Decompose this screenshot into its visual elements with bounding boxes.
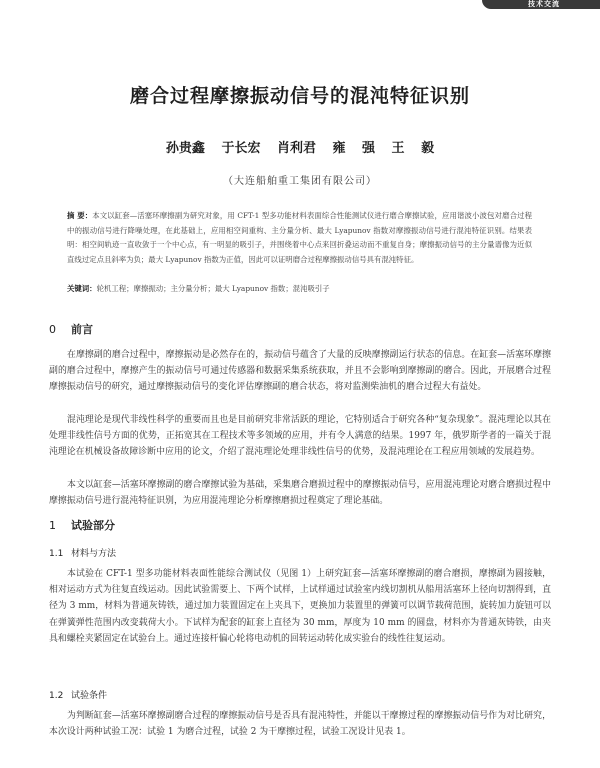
materials-paragraph: 本试验在 CFT-1 型多功能材料表面性能综合测试仪（见图 1）上研究缸套—活塞环摩擦副的磨合磨损，摩擦副为圆接触，相对运动方式为往复直线运动。因此试验需要上、下两个试样，上试样通过试验室内线切割机从船用活塞环上径向切割得到，直径为 3 mm，材料为普通灰铸铁，通过加力装置固定在上夹具下，更换加力装置里的弹簧可以调节载荷范围，旋转加力旋钮可以在弹簧弹性范围内改变载荷大小。下试样为配套的缸套上直径为 30 mm，厚度为 10 mm 的圆盘，材料亦为普通灰铸铁，由夹具和螺栓夹紧固定在试验台上。通过连接杆偏心轮将电动机的回转运动转化成实验台的线性往复运动。 (49, 569, 551, 644)
conditions-paragraph: 为判断缸套—活塞环摩擦副磨合过程的摩擦振动信号是否具有混沌特性，并能以干摩擦过程的摩擦振动信号作为对比研究，本次设计两种试验工况：试验 1 为磨合过程，试验 2 为干摩擦过程，试验工况设计见表 1。 (49, 711, 551, 738)
intro-paragraph-3: 本文以缸套—活塞环摩擦副的磨合摩擦试验为基础，采集磨合磨损过程中的摩擦振动信号，应用混沌理论对磨合磨损过程中摩擦振动信号进行混沌特征识别，为应用混沌理论分析摩擦磨损过程奠定了理论基础。 (49, 480, 551, 507)
abstract-label: 摘 要： (67, 211, 93, 220)
subsection-title: 材料与方法 (71, 549, 117, 559)
subsection-heading-materials (49, 546, 116, 559)
keywords-block (67, 282, 532, 296)
section-number: 1 (49, 519, 56, 532)
journal-header-band (482, 0, 600, 9)
intro-paragraph-2: 混沌理论是现代非线性科学的重要而且也是目前研究非常活跃的理论，它特别适合于研究各种“复杂现象”。混沌理论以其在处理非线性信号方面的优势，正拓宽其在工程技术等多领域的应用，并有令人满意的结果。1997 年，俄罗斯学者的一篇关于混沌理论在机械设备故障诊断中应用的论文，介绍了混沌理论处理非线性信号的优势，及混沌理论在工程应用领域的发展趋势。 (49, 415, 551, 458)
abstract-text: 本文以缸套—活塞环摩擦副为研究对象，用 CFT-1 型多功能材料表面综合性能测试仪进行磨合摩擦试验，应用谐波小波包对磨合过程中的振动信号进行降噪处理，在此基础上，应用相空间重构、主分量分析、最大 Lyapunov 指数对摩擦振动信号进行混沌特征识别。结果表明：相空间轨迹一直收敛于一个中心点，有一明显的吸引子，并围绕着中心点来回折叠运动而不重复自身；摩擦振动信号的主分量谱像为近似直线过定点且斜率为负；最大 Lyapunov 指数为正值，因此可以证明磨合过程摩擦振动信号具有混沌特征。 (67, 211, 532, 264)
section-heading-intro (49, 321, 93, 337)
section-title: 试验部分 (71, 519, 115, 532)
section-heading-experiment (49, 517, 115, 533)
paper-authors: 孙贵鑫 于长宏 肖利君 雍 强 王 毅 (165, 141, 435, 156)
abstract-block (67, 209, 532, 267)
subsection-heading-conditions (49, 688, 107, 701)
section-title: 前言 (71, 323, 93, 336)
subsection-number: 1.2 (49, 691, 64, 701)
subsection-number: 1.1 (49, 549, 64, 559)
paper-affiliation: （大连船舶重工集团有限公司） (223, 176, 377, 187)
journal-section-label: 技术交流 (528, 0, 560, 8)
section-number: 0 (49, 323, 56, 336)
subsection-title: 试验条件 (71, 691, 108, 701)
intro-paragraph-1: 在摩擦副的磨合过程中，摩擦振动是必然存在的，振动信号蕴含了大量的反映摩擦副运行状态的信息。在缸套—活塞环摩擦副的磨合过程中，摩擦产生的振动信号可通过传感器和数据采集系统获取，并且不会影响到摩擦副的磨合。因此，开展磨合过程摩擦振动信号的研究，通过摩擦振动信号的变化评估摩擦副的磨合状态，将对监测柴油机的磨合过程大有益处。 (49, 350, 551, 393)
keywords-label: 关键词： (67, 284, 97, 293)
keywords-text: 轮机工程；摩擦振动；主分量分析；最大 Lyapunov 指数；混沌吸引子 (96, 284, 330, 293)
paper-title: 磨合过程摩擦振动信号的混沌特征识别 (129, 85, 470, 107)
